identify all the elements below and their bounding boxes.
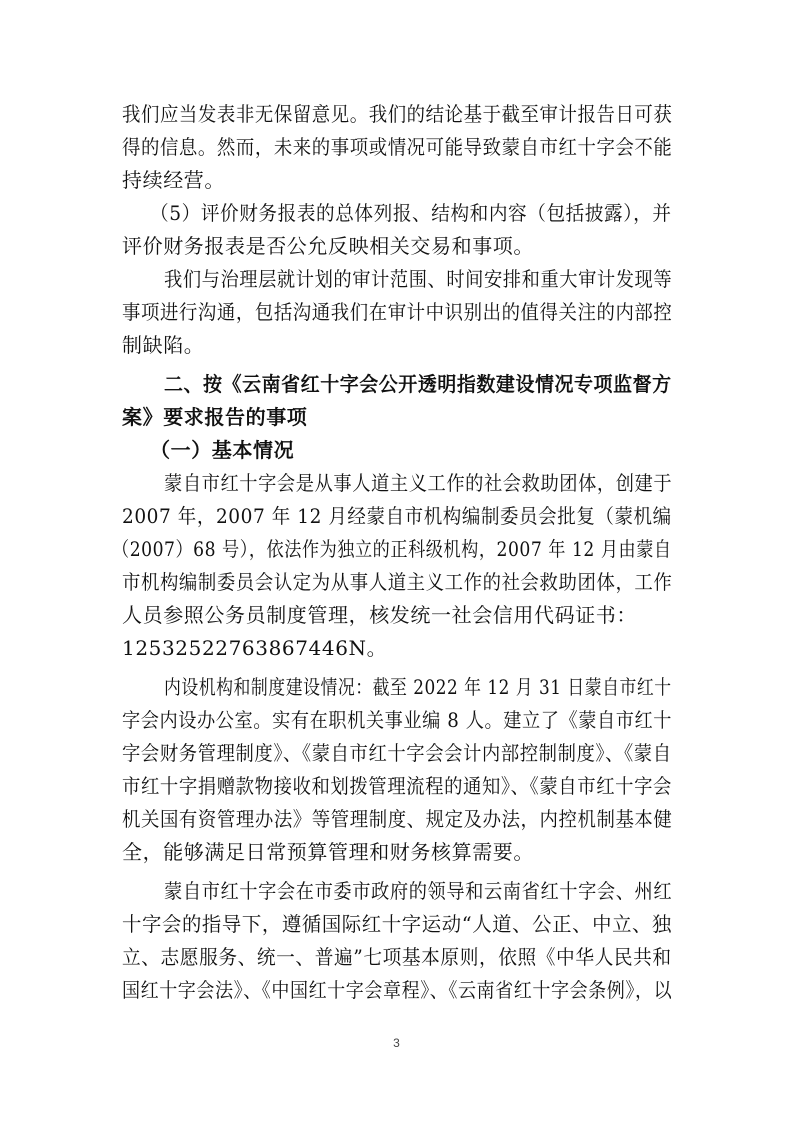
text-line: 字会内设办公室。实有在职机关事业编 8 人。建立了《蒙自市红十 <box>122 708 673 732</box>
text-line: 市红十字捐赠款物接收和划拨管理流程的通知》、《蒙自市红十字会 <box>122 774 672 798</box>
text-line: 人员参照公务员制度管理，核发统一社会信用代码证书： <box>122 603 637 627</box>
page-number: 3 <box>393 1036 400 1050</box>
text-line: （2007）68 号），依法作为独立的正科级机构，2007 年 12 月由蒙自 <box>112 537 672 561</box>
text-line: 我们与治理层就计划的审计范围、时间安排和重大审计发现等 <box>164 267 673 291</box>
text-line: 2007 年，2007 年 12 月经蒙自市机构编制委员会批复（蒙机编 <box>122 504 672 528</box>
text-line: 内设机构和制度建设情况：截至 2022 年 12 月 31 日蒙自市红十 <box>164 675 672 699</box>
text-line: 蒙自市红十字会在市委市政府的领导和云南省红十字会、州红 <box>164 879 673 903</box>
section-heading: 二、按《云南省红十字会公开透明指数建设情况专项监督方 <box>164 372 672 396</box>
text-line: 评价财务报表是否公允反映相关交易和事项。 <box>122 234 534 258</box>
text-line: 市机构编制委员会认定为从事人道主义工作的社会救助团体，工作 <box>122 570 673 594</box>
text-line: 机关国有资管理办法》等管理制度、规定及办法，内控机制基本健 <box>122 807 673 831</box>
text-line: 国红十字会法》、《中国红十字会章程》、《云南省红十字会条例》，以 <box>122 978 673 1002</box>
text-line: 立、志愿服务、统一、普遍”七项基本原则，依照《中华人民共和 <box>122 945 672 969</box>
text-line: 12532522763867446N。 <box>122 636 388 660</box>
text-line: 我们应当发表非无保留意见。我们的结论基于截至审计报告日可获 <box>122 102 673 126</box>
subsection-heading: （一）基本情况 <box>150 438 295 462</box>
section-heading-cont: 案》要求报告的事项 <box>122 405 308 429</box>
text-line: 得的信息。然而，未来的事项或情况可能导致蒙自市红十字会不能 <box>122 135 673 159</box>
text-line: （5）评价财务报表的总体列报、结构和内容（包括披露），并 <box>150 201 672 225</box>
text-line: 事项进行沟通，包括沟通我们在审计中识别出的值得关注的内部控 <box>122 300 673 324</box>
text-line: 全，能够满足日常预算管理和财务核算需要。 <box>122 840 534 864</box>
text-line: 字会财务管理制度》、《蒙自市红十字会会计内部控制制度》、《蒙自 <box>122 741 672 765</box>
text-line: 蒙自市红十字会是从事人道主义工作的社会救助团体，创建于 <box>164 471 673 495</box>
text-line: 持续经营。 <box>122 168 225 192</box>
text-line: 十字会的指导下，遵循国际红十字运动“人道、公正、中立、独 <box>122 912 673 936</box>
text-line: 制缺陷。 <box>122 333 205 357</box>
